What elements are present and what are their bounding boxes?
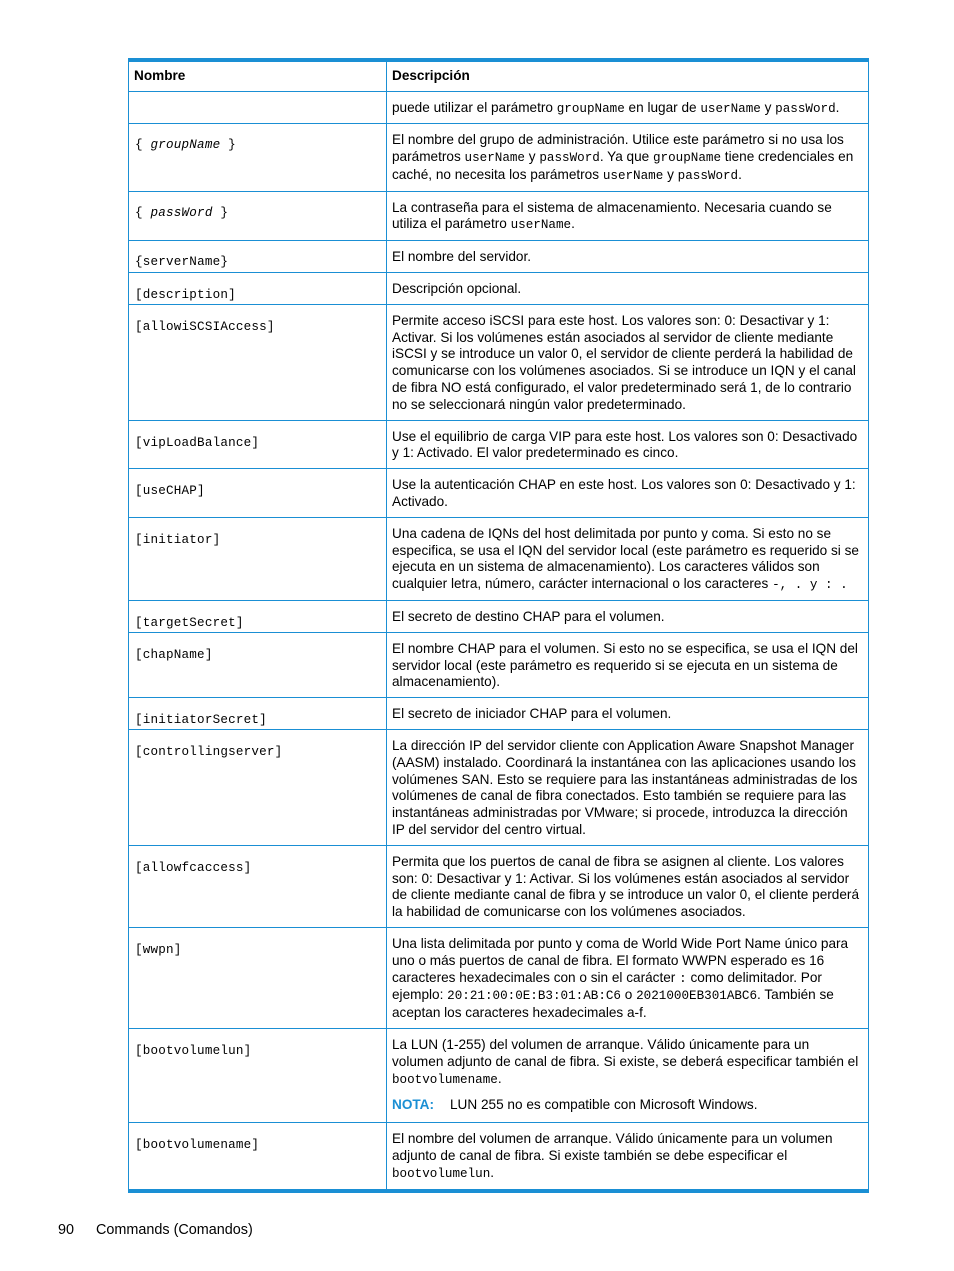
description-text: La LUN (1-255) del volumen de arranque. Válido únicamente para un volumen adjunto de canal de fibra. Si existe, se deberá especificar también el <box>392 1036 859 1069</box>
table-row <box>129 927 869 1028</box>
description-code: -, . y : . <box>772 578 848 593</box>
parameter-name-cell <box>129 420 387 469</box>
table-row <box>129 241 869 273</box>
description-text: como delimitador. Por ejemplo: <box>392 969 822 1003</box>
parameter-description <box>392 281 863 298</box>
parameter-description <box>392 429 863 463</box>
parameter-name: [vipLoadBalance] <box>135 435 260 450</box>
parameter-name: [bootvolumelun] <box>135 1043 252 1058</box>
parameter-name-cell <box>129 517 387 600</box>
parameter-name: [description] <box>135 288 236 303</box>
description-text: . <box>835 99 840 115</box>
parameter-description-cell <box>387 632 869 697</box>
description-text: . <box>497 1070 502 1086</box>
table-row <box>129 1028 869 1122</box>
parameter-name: [useCHAP] <box>135 484 205 499</box>
parameter-description-cell <box>387 191 869 241</box>
description-text: . <box>571 216 575 232</box>
column-header-name: Nombre <box>129 60 387 91</box>
table-row <box>129 517 869 600</box>
table-row <box>129 91 869 124</box>
parameter-description <box>392 526 863 594</box>
note-label: NOTA: <box>392 1097 435 1113</box>
parameter-description-cell <box>387 730 869 846</box>
table-row <box>129 632 869 697</box>
parameter-name: [wwpn] <box>135 942 182 957</box>
parameter-name-cell <box>129 273 387 305</box>
description-text: La contraseña para el sistema de almacenamiento. Necesaria cuando se utiliza el parámetro <box>392 199 832 232</box>
description-code: bootvolumelun <box>392 1166 491 1181</box>
parameter-description-cell <box>387 91 869 124</box>
parameter-description <box>392 132 863 184</box>
parameter-name-cell <box>129 241 387 273</box>
parameter-name: [targetSecret] <box>135 616 244 631</box>
description-text: en lugar de <box>624 99 701 115</box>
parameter-name: [allowfcaccess] <box>135 860 252 875</box>
description-text: Una cadena de IQNs del host delimitada por punto y coma. Si esto no se especifica, se usa el IQN del servidor local (este parámetro es requerido si se ejecuta en un sistema de almacenamiento). Los caracteres válidos son cualquier letra, número, carácter internacional o los caracteres <box>392 525 859 592</box>
description-code: : <box>679 971 687 986</box>
description-text: y <box>663 166 678 182</box>
parameter-name: [controllingserver] <box>135 745 283 760</box>
parameter-description-cell <box>387 927 869 1028</box>
parameter-name-cell <box>129 601 387 633</box>
description-text: El nombre del volumen de arranque. Válido únicamente para un volumen adjunto de canal de fibra. Si existe también se debe especificar el <box>392 1131 833 1163</box>
description-code: userName <box>602 168 664 183</box>
parameter-name-cell <box>129 1028 387 1122</box>
description-text: Permita que los puertos de canal de fibra se asignen al cliente. Los valores son: 0: Desactivar y 1: Activar. Si los volúmenes están asociados al servidor de cliente mediante canal de fibra y se introduce un valor 0, el cliente perderá la habilidad de comunicarse con los volúmenes asociados. <box>392 853 859 920</box>
parameter-name: [initiatorSecret] <box>135 713 267 728</box>
parameter-name-cell <box>129 191 387 241</box>
parameter-name: [chapName] <box>135 647 213 662</box>
table-row <box>129 1123 869 1191</box>
description-text: o <box>621 987 637 1003</box>
parameter-name-cell <box>129 698 387 730</box>
parameter-name: [initiator] <box>135 532 221 547</box>
table-row <box>129 845 869 927</box>
table-row <box>129 124 869 191</box>
parameter-name: [bootvolumename] <box>135 1138 260 1153</box>
parameter-name-text: { <box>135 255 143 270</box>
parameter-description <box>392 641 863 691</box>
table-row <box>129 698 869 730</box>
description-code: userName <box>464 151 525 166</box>
description-code: bootvolumename <box>392 1072 498 1087</box>
parameter-description-cell <box>387 241 869 273</box>
parameter-name-cell <box>129 124 387 191</box>
description-text: y <box>525 149 540 165</box>
parameter-table <box>128 58 869 1193</box>
description-code: userName <box>510 218 572 233</box>
parameter-name-code: serverName <box>142 255 221 270</box>
description-code: passWord <box>775 101 836 116</box>
table-row <box>129 273 869 305</box>
description-code: groupName <box>556 101 625 116</box>
parameter-description <box>392 249 863 266</box>
description-text: Descripción opcional. <box>392 281 522 297</box>
description-text: tiene credenciales en caché, no necesita los parámetros <box>392 149 854 182</box>
note-callout <box>392 1097 863 1114</box>
parameter-name-code-italic: passWord <box>150 205 213 220</box>
parameter-description-cell <box>387 698 869 730</box>
parameter-name-code-italic: groupName <box>150 138 221 153</box>
description-code: userName <box>700 101 761 116</box>
description-text: . <box>490 1164 495 1180</box>
parameter-name-cell <box>129 927 387 1028</box>
parameter-name-cell <box>129 91 387 124</box>
table-row <box>129 191 869 241</box>
parameter-description <box>392 100 863 118</box>
parameter-name-cell <box>129 730 387 846</box>
table-row <box>129 304 869 420</box>
parameter-description-cell <box>387 273 869 305</box>
table-body <box>129 91 869 1191</box>
parameter-name-text: } <box>212 205 229 220</box>
parameter-table-container <box>128 58 868 1193</box>
description-code: 2021000EB301ABC6 <box>636 989 758 1004</box>
parameter-name: [allowiSCSIAccess] <box>135 319 275 334</box>
page-footer <box>58 1222 253 1238</box>
parameter-description <box>392 313 863 414</box>
description-text: Use el equilibrio de carga VIP para este host. Los valores son 0: Desactivado y 1: Activado. El valor predeterminado es cinco. <box>392 428 858 461</box>
parameter-description <box>392 477 863 511</box>
description-text: . <box>738 166 742 182</box>
description-text: La dirección IP del servidor cliente con Application Aware Snapshot Manager (AASM) instalado. Coordinará la instantánea con las aplicaciones usando los volúmenes SAN. Esto se requiere para las instantáneas administradas de los volúmenes de canal de fibra conectados. Esto también se requiere para las instantáneas administradas por VMware; si procede, introduzca la dirección IP del servidor del centro virtual. <box>392 738 858 837</box>
parameter-description <box>392 200 863 235</box>
description-text: El secreto de destino CHAP para el volumen. <box>392 609 665 625</box>
parameter-description <box>392 1131 863 1182</box>
parameter-description <box>392 854 863 921</box>
parameter-name-text: { <box>135 205 151 220</box>
parameter-name-text: { <box>135 138 151 153</box>
parameter-description-cell <box>387 601 869 633</box>
footer-section-title: Commands (Comandos) <box>96 1222 253 1238</box>
parameter-description-cell <box>387 517 869 600</box>
parameter-name-text: } <box>220 138 236 153</box>
description-code: groupName <box>653 151 722 166</box>
description-code: passWord <box>539 151 600 166</box>
table-row <box>129 469 869 518</box>
parameter-description <box>392 738 863 839</box>
parameter-description-cell <box>387 124 869 191</box>
parameter-description-cell <box>387 1028 869 1122</box>
description-text: El nombre CHAP para el volumen. Si esto no se especifica, se usa el IQN del servidor local (este parámetro es requerido si se ejecuta en un sistema de almacenamiento). <box>392 640 858 690</box>
description-code: 20:21:00:0E:B3:01:AB:C6 <box>447 989 621 1004</box>
parameter-name-text: } <box>220 255 229 270</box>
parameter-description-cell <box>387 304 869 420</box>
description-text: El nombre del grupo de administración. Utilice este parámetro si no usa los parámetros <box>392 132 844 165</box>
parameter-description <box>392 1037 863 1088</box>
description-text: puede utilizar el parámetro <box>392 99 557 115</box>
description-text: Permite acceso iSCSI para este host. Los valores son: 0: Desactivar y 1: Activar. Si los volúmenes están asociados al servidor de cliente mediante iSCSI y se introduce un valor 0, el servidor de cliente perderá la habilidad de comunicarse con los volúmenes asociados. Si se introduce un IQN y el canal de fibra NO está configurado, el valor predeterminado será 1, de lo contrario no se seleccionará ningún valor predeterminado. <box>392 312 856 412</box>
description-text: . Ya que <box>599 149 653 165</box>
parameter-description-cell <box>387 420 869 469</box>
table-row <box>129 730 869 846</box>
parameter-name-cell <box>129 1123 387 1191</box>
table-header-row <box>129 60 869 91</box>
description-text: Use la autenticación CHAP en este host. Los valores son 0: Desactivado y 1: Activado. <box>392 477 856 510</box>
description-text: . También se aceptan los caracteres hexadecimales a-f. <box>392 987 834 1021</box>
parameter-description <box>392 706 863 723</box>
parameter-description-cell <box>387 1123 869 1191</box>
parameter-name-cell <box>129 469 387 518</box>
table-row <box>129 420 869 469</box>
parameter-description <box>392 609 863 626</box>
parameter-name-cell <box>129 632 387 697</box>
table-row <box>129 601 869 633</box>
description-text: y <box>760 99 776 115</box>
parameter-name-cell <box>129 845 387 927</box>
parameter-description-cell <box>387 845 869 927</box>
page-number: 90 <box>58 1222 75 1238</box>
description-text: Una lista delimitada por punto y coma de World Wide Port Name único para uno o más puertos de canal de fibra. El formato WWPN esperado es 16 caracteres hexadecimales con o sin el carácter <box>392 935 849 985</box>
note-text: LUN 255 no es compatible con Microsoft Windows. <box>450 1097 758 1113</box>
parameter-description <box>392 936 863 1022</box>
parameter-description-cell <box>387 469 869 518</box>
description-text: El secreto de iniciador CHAP para el volumen. <box>392 706 672 722</box>
column-header-description: Descripción <box>387 60 869 91</box>
description-code: passWord <box>677 168 739 183</box>
description-text: El nombre del servidor. <box>392 249 532 265</box>
parameter-name-cell <box>129 304 387 420</box>
